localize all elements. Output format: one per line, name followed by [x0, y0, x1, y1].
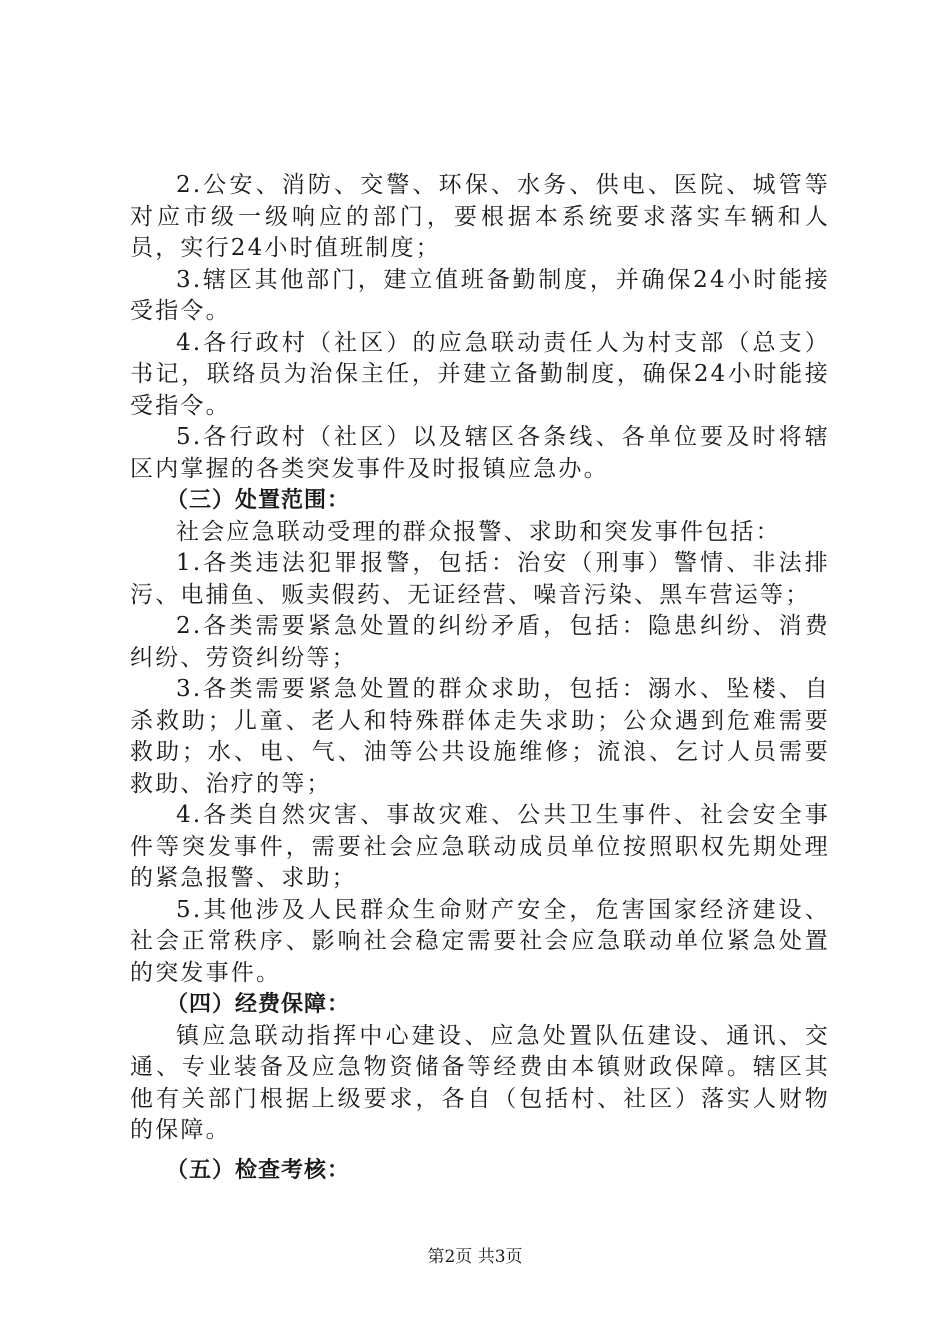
paragraph-item-2: 2.公安、消防、交警、环保、水务、供电、医院、城管等对应市级一级响应的部门，要根据本系统要求落实车辆和人员，实行24小时值班制度； [130, 172, 830, 261]
scope-item-5: 5.其他涉及人民群众生命财产安全，危害国家经济建设、社会正常秩序、影响社会稳定需要社会应急联动单位紧急处置的突发事件。 [130, 896, 830, 986]
scope-item-4: 4.各类自然灾害、事故灾难、公共卫生事件、社会安全事件等突发事件，需要社会应急联动成员单位按照职权先期处理的紧急报警、求助； [130, 802, 830, 891]
section-intro: 社会应急联动受理的群众报警、求助和突发事件包括： [176, 518, 781, 545]
paragraph-item-3: 3.辖区其他部门，建立值班备勤制度，并确保24小时能接受指令。 [130, 266, 830, 324]
paragraph-item-5: 5.各行政村（社区）以及辖区各条线、各单位要及时将辖区内掌握的各类突发事件及时报镇应急办。 [130, 424, 830, 482]
section-heading-5: （五）检查考核： [166, 1157, 351, 1183]
document-body [130, 170, 830, 1186]
section-heading-4: （四）经费保障： [166, 992, 351, 1017]
page-number-footer: 第2页 共3页 [427, 1247, 523, 1267]
scope-item-1: 1.各类违法犯罪报警，包括：治安（刑事）警情、非法排污、电捕鱼、贩卖假药、无证经营、噪音污染、黑车营运等； [130, 550, 830, 608]
funding-paragraph: 镇应急联动指挥中心建设、应急处置队伍建设、通讯、交通、专业装备及应急物资储备等经费由本镇财政保障。辖区其他有关部门根据上级要求，各自（包括村、社区）落实人财物的保障。 [130, 1022, 830, 1143]
scope-item-3: 3.各类需要紧急处置的群众求助，包括：溺水、坠楼、自杀救助；儿童、老人和特殊群体走失求助；公众遇到危难需要救助；水、电、气、油等公共设施维修；流浪、乞讨人员需要救助、治疗的等； [130, 676, 830, 797]
paragraph-item-4: 4.各行政村（社区）的应急联动责任人为村支部（总支）书记，联络员为治保主任，并建立备勤制度，确保24小时能接受指令。 [130, 329, 830, 419]
section-heading-3: （三）处置范围： [166, 488, 351, 513]
scope-item-2: 2.各类需要紧急处置的纠纷矛盾，包括：隐患纠纷、消费纠纷、劳资纠纷等； [130, 613, 830, 671]
